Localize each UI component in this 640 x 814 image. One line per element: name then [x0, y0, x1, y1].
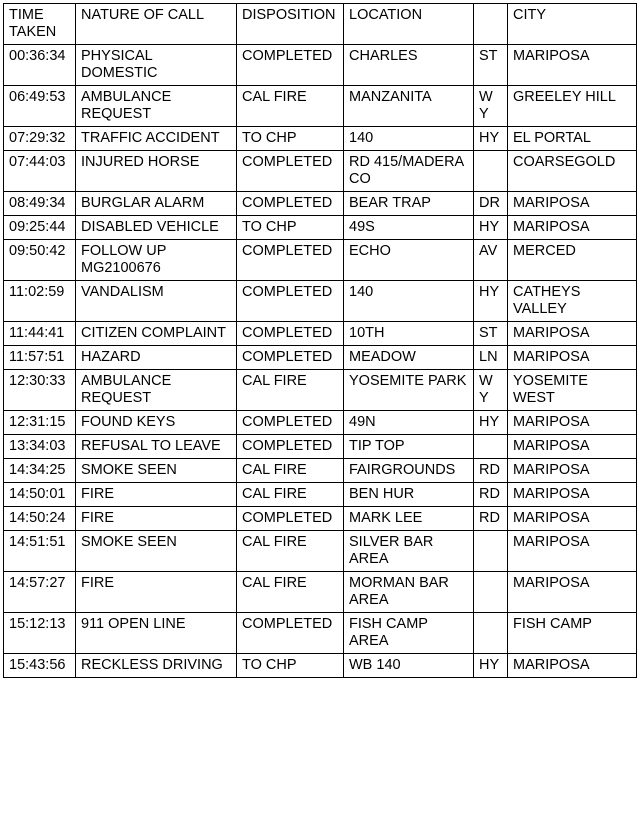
cell-time-taken: 08:49:34 [4, 192, 76, 216]
cell-time-taken: 15:43:56 [4, 654, 76, 678]
call-log-table [3, 3, 637, 678]
cell-nature-of-call: AMBULANCE REQUEST [76, 86, 237, 127]
table-row [4, 435, 637, 459]
table-row [4, 86, 637, 127]
cell-time-taken: 12:30:33 [4, 370, 76, 411]
cell-street-suffix: HY [474, 216, 508, 240]
cell-time-taken: 11:57:51 [4, 346, 76, 370]
cell-street-suffix: LN [474, 346, 508, 370]
cell-location: 140 [344, 281, 474, 322]
table-row [4, 483, 637, 507]
cell-disposition: COMPLETED [237, 151, 344, 192]
cell-disposition: COMPLETED [237, 45, 344, 86]
cell-time-taken: 07:29:32 [4, 127, 76, 151]
cell-city: MARIPOSA [508, 411, 637, 435]
cell-nature-of-call: FIRE [76, 507, 237, 531]
table-row [4, 531, 637, 572]
cell-city: MERCED [508, 240, 637, 281]
cell-street-suffix: RD [474, 507, 508, 531]
cell-nature-of-call: REFUSAL TO LEAVE [76, 435, 237, 459]
table-row [4, 654, 637, 678]
cell-street-suffix [474, 572, 508, 613]
cell-location: RD 415/MADERA CO [344, 151, 474, 192]
cell-disposition: TO CHP [237, 216, 344, 240]
cell-street-suffix: ST [474, 322, 508, 346]
cell-street-suffix [474, 613, 508, 654]
cell-disposition: COMPLETED [237, 346, 344, 370]
cell-disposition: TO CHP [237, 127, 344, 151]
cell-disposition: COMPLETED [237, 613, 344, 654]
cell-time-taken: 12:31:15 [4, 411, 76, 435]
cell-nature-of-call: 911 OPEN LINE [76, 613, 237, 654]
cell-nature-of-call: BURGLAR ALARM [76, 192, 237, 216]
cell-disposition: CAL FIRE [237, 86, 344, 127]
cell-city: CATHEYS VALLEY [508, 281, 637, 322]
cell-street-suffix: WY [474, 370, 508, 411]
cell-location: SILVER BAR AREA [344, 531, 474, 572]
cell-location: 49S [344, 216, 474, 240]
cell-location: BEN HUR [344, 483, 474, 507]
cell-street-suffix: RD [474, 483, 508, 507]
cell-city: MARIPOSA [508, 216, 637, 240]
cell-disposition: COMPLETED [237, 192, 344, 216]
cell-location: 49N [344, 411, 474, 435]
cell-street-suffix: HY [474, 127, 508, 151]
cell-time-taken: 15:12:13 [4, 613, 76, 654]
header-nature-of-call: NATURE OF CALL [76, 4, 237, 45]
table-row [4, 127, 637, 151]
cell-city: COARSEGOLD [508, 151, 637, 192]
cell-disposition: CAL FIRE [237, 459, 344, 483]
cell-time-taken: 13:34:03 [4, 435, 76, 459]
cell-city: MARIPOSA [508, 435, 637, 459]
cell-city: MARIPOSA [508, 322, 637, 346]
cell-disposition: COMPLETED [237, 435, 344, 459]
cell-nature-of-call: VANDALISM [76, 281, 237, 322]
table-row [4, 240, 637, 281]
cell-time-taken: 07:44:03 [4, 151, 76, 192]
cell-time-taken: 14:34:25 [4, 459, 76, 483]
cell-nature-of-call: FOLLOW UP MG2100676 [76, 240, 237, 281]
cell-city: MARIPOSA [508, 483, 637, 507]
cell-location: TIP TOP [344, 435, 474, 459]
cell-nature-of-call: RECKLESS DRIVING [76, 654, 237, 678]
cell-street-suffix [474, 531, 508, 572]
cell-disposition: COMPLETED [237, 322, 344, 346]
cell-nature-of-call: TRAFFIC ACCIDENT [76, 127, 237, 151]
cell-nature-of-call: HAZARD [76, 346, 237, 370]
cell-location: MEADOW [344, 346, 474, 370]
cell-time-taken: 11:02:59 [4, 281, 76, 322]
cell-location: YOSEMITE PARK [344, 370, 474, 411]
table-header-row [4, 4, 637, 45]
cell-location: CHARLES [344, 45, 474, 86]
cell-city: YOSEMITE WEST [508, 370, 637, 411]
table-row [4, 281, 637, 322]
cell-disposition: COMPLETED [237, 411, 344, 435]
cell-disposition: CAL FIRE [237, 572, 344, 613]
table-body [4, 45, 637, 678]
cell-city: MARIPOSA [508, 654, 637, 678]
cell-time-taken: 14:50:24 [4, 507, 76, 531]
cell-nature-of-call: PHYSICAL DOMESTIC [76, 45, 237, 86]
cell-city: MARIPOSA [508, 507, 637, 531]
cell-location: 10TH [344, 322, 474, 346]
cell-nature-of-call: AMBULANCE REQUEST [76, 370, 237, 411]
cell-disposition: COMPLETED [237, 281, 344, 322]
cell-time-taken: 09:25:44 [4, 216, 76, 240]
header-time-taken: TIME TAKEN [4, 4, 76, 45]
table-row [4, 613, 637, 654]
cell-nature-of-call: SMOKE SEEN [76, 459, 237, 483]
cell-location: FAIRGROUNDS [344, 459, 474, 483]
cell-nature-of-call: FOUND KEYS [76, 411, 237, 435]
table-row [4, 507, 637, 531]
cell-disposition: CAL FIRE [237, 370, 344, 411]
cell-location: WB 140 [344, 654, 474, 678]
cell-disposition: COMPLETED [237, 507, 344, 531]
cell-location: FISH CAMP AREA [344, 613, 474, 654]
cell-city: GREELEY HILL [508, 86, 637, 127]
cell-time-taken: 09:50:42 [4, 240, 76, 281]
table-row [4, 411, 637, 435]
cell-street-suffix [474, 151, 508, 192]
cell-disposition: COMPLETED [237, 240, 344, 281]
table-row [4, 346, 637, 370]
cell-street-suffix: AV [474, 240, 508, 281]
cell-time-taken: 14:57:27 [4, 572, 76, 613]
cell-city: MARIPOSA [508, 192, 637, 216]
cell-disposition: CAL FIRE [237, 483, 344, 507]
table-row [4, 459, 637, 483]
call-log-container [3, 3, 637, 678]
cell-city: MARIPOSA [508, 45, 637, 86]
table-row [4, 151, 637, 192]
table-row [4, 192, 637, 216]
cell-city: MARIPOSA [508, 531, 637, 572]
cell-nature-of-call: CITIZEN COMPLAINT [76, 322, 237, 346]
cell-location: MARK LEE [344, 507, 474, 531]
cell-time-taken: 14:50:01 [4, 483, 76, 507]
cell-nature-of-call: FIRE [76, 572, 237, 613]
cell-location: MORMAN BAR AREA [344, 572, 474, 613]
cell-street-suffix: HY [474, 281, 508, 322]
cell-street-suffix: DR [474, 192, 508, 216]
cell-disposition: TO CHP [237, 654, 344, 678]
cell-nature-of-call: INJURED HORSE [76, 151, 237, 192]
cell-city: MARIPOSA [508, 572, 637, 613]
table-row [4, 572, 637, 613]
cell-city: EL PORTAL [508, 127, 637, 151]
table-row [4, 322, 637, 346]
cell-location: BEAR TRAP [344, 192, 474, 216]
cell-city: MARIPOSA [508, 459, 637, 483]
table-row [4, 370, 637, 411]
cell-street-suffix: HY [474, 654, 508, 678]
cell-city: MARIPOSA [508, 346, 637, 370]
cell-disposition: CAL FIRE [237, 531, 344, 572]
cell-time-taken: 06:49:53 [4, 86, 76, 127]
header-location: LOCATION [344, 4, 474, 45]
cell-street-suffix [474, 435, 508, 459]
table-row [4, 45, 637, 86]
header-disposition: DISPOSITION [237, 4, 344, 45]
cell-location: MANZANITA [344, 86, 474, 127]
header-city: CITY [508, 4, 637, 45]
cell-location: ECHO [344, 240, 474, 281]
cell-street-suffix: WY [474, 86, 508, 127]
cell-street-suffix: HY [474, 411, 508, 435]
cell-time-taken: 11:44:41 [4, 322, 76, 346]
cell-location: 140 [344, 127, 474, 151]
cell-nature-of-call: DISABLED VEHICLE [76, 216, 237, 240]
cell-street-suffix: ST [474, 45, 508, 86]
cell-time-taken: 00:36:34 [4, 45, 76, 86]
table-row [4, 216, 637, 240]
cell-time-taken: 14:51:51 [4, 531, 76, 572]
cell-nature-of-call: FIRE [76, 483, 237, 507]
cell-nature-of-call: SMOKE SEEN [76, 531, 237, 572]
cell-city: FISH CAMP [508, 613, 637, 654]
header-street-suffix [474, 4, 508, 45]
cell-street-suffix: RD [474, 459, 508, 483]
